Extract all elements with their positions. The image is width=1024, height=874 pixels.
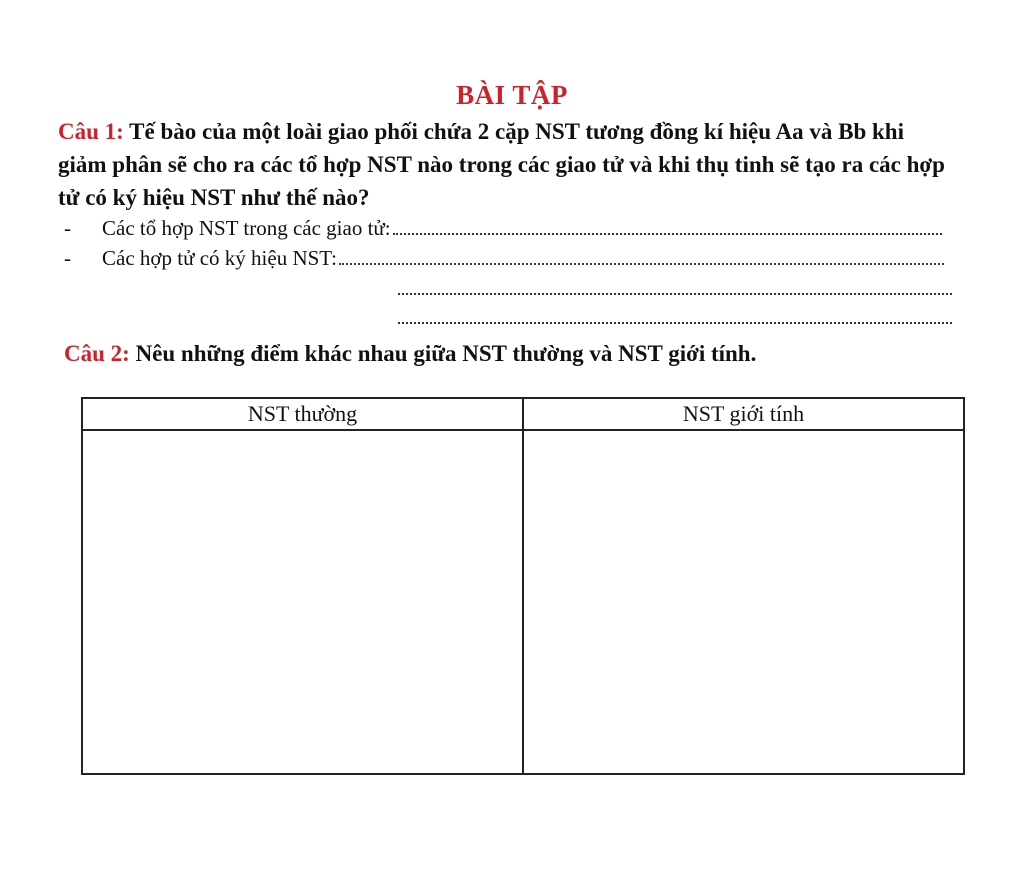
answer-line-gametes <box>64 214 942 242</box>
bullet-dash: - <box>64 216 71 240</box>
answer-blank-gametes[interactable] <box>393 215 942 235</box>
header-sex-chromosome: NST giới tính <box>523 398 964 430</box>
answer-line-zygotes <box>64 244 944 272</box>
answer-blank-extra-1[interactable] <box>398 293 952 295</box>
header-autosome: NST thường <box>82 398 523 430</box>
question-2-text: Nêu những điểm khác nhau giữa NST thường và NST giới tính. <box>129 341 757 366</box>
answer-blank-extra-2[interactable] <box>398 322 952 324</box>
question-2 <box>64 337 964 370</box>
table-row <box>82 430 964 774</box>
cell-autosome-answer[interactable] <box>82 430 523 774</box>
cell-sex-chromosome-answer[interactable] <box>523 430 964 774</box>
comparison-table <box>81 397 965 775</box>
question-1 <box>58 115 958 214</box>
answer-label-zygotes: Các hợp tử có ký hiệu NST: <box>102 246 337 270</box>
worksheet-title: BÀI TẬP <box>456 80 568 110</box>
question-1-text: Tế bào của một loài giao phối chứa 2 cặp NST tương đồng kí hiệu Aa và Bb khi giảm phân sẽ cho ra các tổ hợp NST nào trong các giao tử và khi thụ tinh sẽ tạo ra các hợp tử có ký hiệu NST như thế nào? <box>58 119 945 210</box>
bullet-dash: - <box>64 246 71 270</box>
answer-label-gametes: Các tổ hợp NST trong các giao tử: <box>102 216 391 240</box>
table-header-row <box>82 398 964 430</box>
answer-blank-zygotes[interactable] <box>339 245 944 265</box>
question-1-label: Câu 1: <box>58 119 124 144</box>
question-2-label: Câu 2: <box>64 341 130 366</box>
